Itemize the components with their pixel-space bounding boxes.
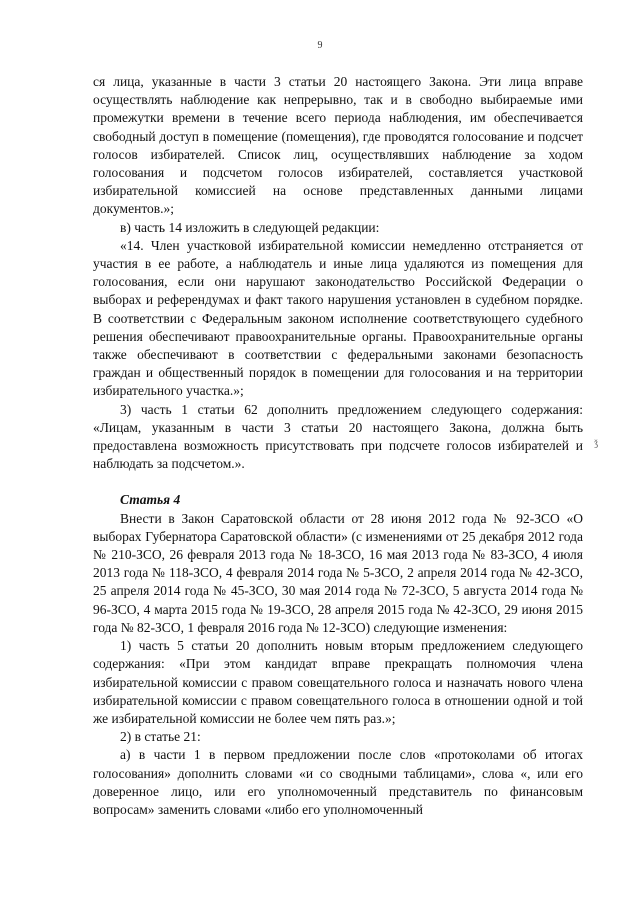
- document-body: [93, 73, 583, 819]
- paragraph-item-v: в) часть 14 изложить в следующей редакции:: [120, 219, 380, 235]
- paragraph-article-intro: Внести в Закон Саратовской области от 28 июня 2012 года № 92-ЗСО «О выборах Губернатора Саратовской области» (с изменениями от 25 декабря 2012 года № 210-ЗСО, 26 февраля 2013 года № 18-ЗСО, 16 мая 2013 года № 83-ЗСО, 4 июля 2013 года № 118-ЗСО, 4 февраля 2014 года № 5-ЗСО, 2 апреля 2014 года № 42-ЗСО, 25 апреля 2014 года № 45-ЗСО, 30 мая 2014 года № 72-ЗСО, 5 августа 2014 года № 96-ЗСО, 4 марта 2015 года № 19-ЗСО, 28 апреля 2015 года № 42-ЗСО, 29 июня 2015 года № 82-ЗСО, 1 февраля 2016 года № 12-ЗСО) следующие изменения:: [93, 510, 583, 635]
- paragraph-item-2: 2) в статье 21:: [120, 729, 201, 745]
- margin-mark: ǯ: [594, 438, 598, 448]
- page-number: 9: [317, 40, 323, 51]
- paragraph-continuation: ся лица, указанные в части 3 статьи 20 настоящего Закона. Эти лица вправе осуществлять наблюдение как непрерывно, так и в свободно выбираемые ими промежутки времени в течение всего периода наблюдения, им обеспечивается свободный доступ в помещение (помещения), где проводятся голосование и подсчет голосов избирателей. Список лиц, осуществлявших наблюдение за ходом голосования и подсчетом голосов избирателей, составляется участковой избирательной комиссией на основе представленных данными лицами документов.»;: [93, 74, 583, 217]
- paragraph-item-a: а) в части 1 в первом предложении после слов «протоколами об итогах голосования» дополнить словами «и со сводными таблицами», слова «, или его доверенное лицо, или его уполномоченный представитель по финансовым вопросам» заменить словами «либо его уполномоченный: [93, 747, 583, 817]
- paragraph-item-1: 1) часть 5 статьи 20 дополнить новым вторым предложением следующего содержания: «При этом кандидат вправе прекращать полномочия члена избирательной комиссии с правом совещательного голоса и назначать нового члена избирательной комиссии с правом совещательного голоса в отношении одной и той же избирательной комиссии не более чем пять раз.»;: [93, 638, 583, 726]
- paragraph-item-3: 3) часть 1 статьи 62 дополнить предложением следующего содержания: «Лицам, указанным в части 3 статьи 20 настоящего Закона, должна быть предоставлена возможность присутствовать при подсчете голосов избирателей и наблюдать за подсчетом.».: [93, 401, 583, 472]
- paragraph-quoted-14: «14. Член участковой избирательной комиссии немедленно отстраняется от участия в ее работе, а наблюдатель и иные лица удаляются из помещения для голосования, если они нарушают законодательство Российской Федерации о выборах и референдумах и факт такого нарушения установлен в судебном порядке. В соответствии с Федеральным законом исполнение соответствующего судебного решения обеспечивают правоохранительные органы. Правоохранительные органы также обеспечивают в соответствии с федеральными законами безопасность граждан и общественный порядок в помещении для голосования и на территории избирательного участка.»;: [93, 237, 583, 399]
- article-heading: Статья 4: [120, 492, 181, 508]
